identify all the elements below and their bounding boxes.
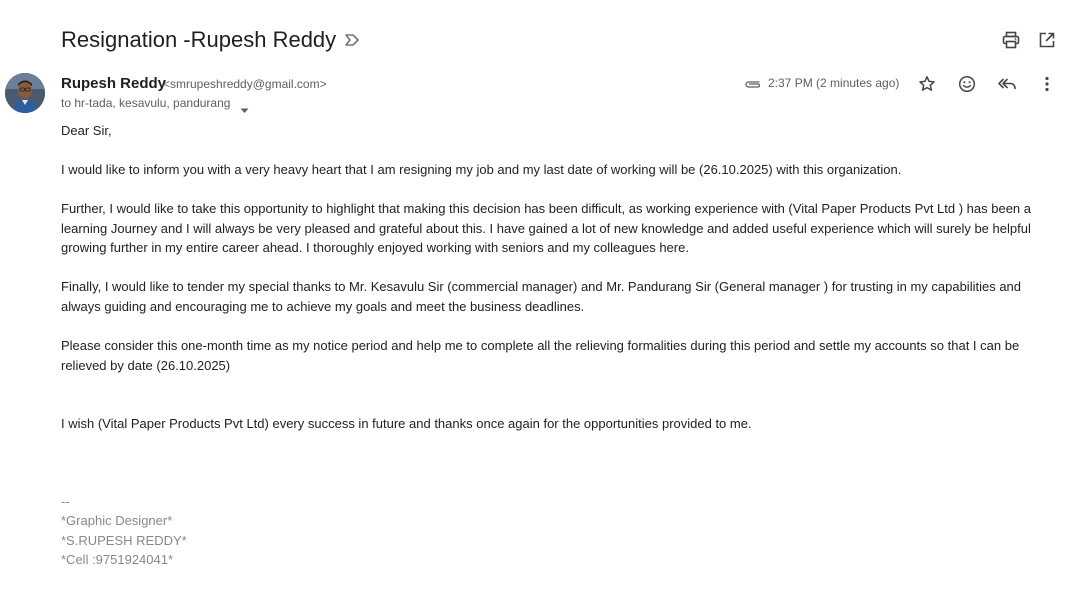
attachment-icon xyxy=(744,77,762,89)
body-paragraph-4-line-2: relieved by date (26.10.2025) xyxy=(61,357,231,373)
body-paragraph-3-line-1: Finally, I would like to tender my special thanks to Mr. Kesavulu Sir (commercial manager) and Mr. Pandurang Sir (General manager ) for trusting in my capabilities and xyxy=(61,279,1022,294)
body-paragraph-2-line-3: growing further in my entire career ahead. I thoroughly enjoyed working with seniors and my colleagues here. xyxy=(61,240,689,255)
signature-separator: -- xyxy=(61,494,70,509)
email-subject: Resignation -Rupesh Reddy xyxy=(61,27,337,52)
print-icon[interactable] xyxy=(1001,30,1021,50)
body-paragraph-1: I would like to inform you with a very heavy heart that I am resigning my job and my last date of working will be (26.10.2025) with this organization. xyxy=(61,162,902,177)
star-icon[interactable] xyxy=(917,74,937,94)
reply-all-icon[interactable] xyxy=(997,74,1017,94)
avatar[interactable] xyxy=(5,73,45,113)
label-icon[interactable] xyxy=(343,31,361,49)
recipients-details-caret-icon[interactable] xyxy=(240,101,249,107)
emoji-reaction-icon[interactable] xyxy=(957,74,977,94)
signature-cell: *Cell :9751924041* xyxy=(61,552,174,567)
sender-email: <smrupeshreddy@gmail.com> xyxy=(163,77,327,91)
body-paragraph-2-line-1: Further, I would like to take this opportunity to highlight that making this decision has been difficult, as working experience with (Vital Paper Products Pvt Ltd ) has been a xyxy=(61,201,1031,216)
body-greeting: Dear Sir, xyxy=(61,123,112,138)
body-paragraph-5: I wish (Vital Paper Products Pvt Ltd) every success in future and thanks once again for the opportunities provided to me. xyxy=(61,416,752,431)
body-paragraph-2-line-2: learning Journey and I will always be very pleased and grateful about this. I have gained a lot of new knowledge and added useful experience which will surely be helpful xyxy=(61,220,1031,236)
signature-role: *Graphic Designer* xyxy=(61,513,173,528)
more-options-icon[interactable] xyxy=(1037,74,1057,94)
signature-name: *S.RUPESH REDDY* xyxy=(61,532,187,548)
body-paragraph-4-line-1: Please consider this one-month time as my notice period and help me to complete all the relieving formalities during this period and settle my accounts so that I can be xyxy=(61,338,1020,353)
recipients-list: to hr-tada, kesavulu, pandurang xyxy=(61,96,231,110)
sender-name[interactable]: Rupesh Reddy xyxy=(61,75,167,92)
email-timestamp: 2:37 PM (2 minutes ago) xyxy=(768,76,900,90)
open-in-new-window-icon[interactable] xyxy=(1037,30,1057,50)
body-paragraph-3-line-2: always guiding and encouraging me to achieve my goals and meet the business deadlines. xyxy=(61,298,585,314)
